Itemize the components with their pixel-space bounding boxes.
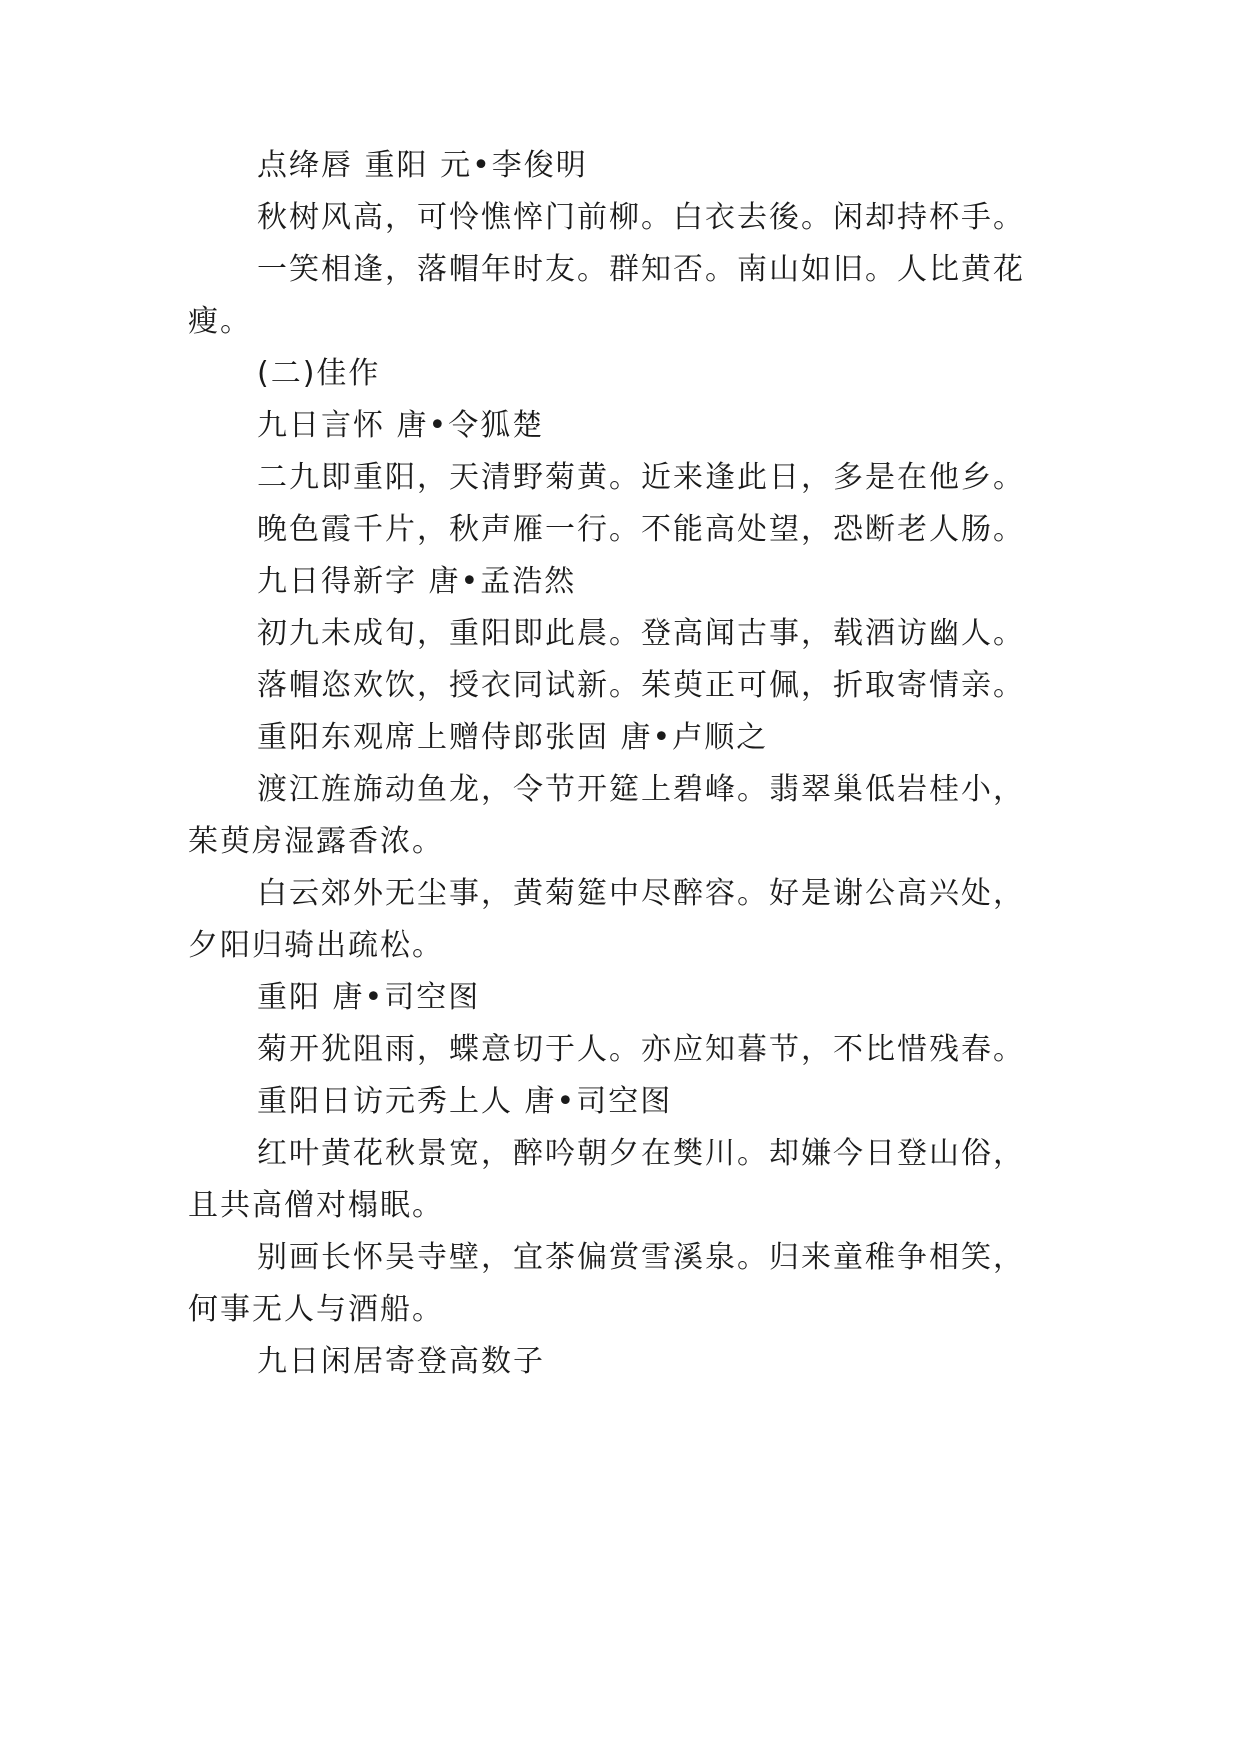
poem-line: 白云郊外无尘事，黄菊筵中尽醉容。好是谢公高兴处， <box>257 876 1025 911</box>
poem-line-continuation: 瘦。 <box>188 304 252 339</box>
poem-line: 菊开犹阻雨，蝶意切于人。亦应知暮节，不比惜残春。 <box>257 1032 1025 1067</box>
poem-title-jiuri-yanhuai: 九日言怀 唐•令狐楚 <box>257 408 545 443</box>
poem-line-continuation: 且共高僧对榻眠。 <box>188 1188 444 1223</box>
poem-line: 落帽恣欢饮，授衣同试新。茱萸正可佩，折取寄情亲。 <box>257 668 1025 703</box>
poem-line: 红叶黄花秋景宽，醉吟朝夕在樊川。却嫌今日登山俗， <box>257 1136 1025 1171</box>
poem-line: 晚色霞千片，秋声雁一行。不能高处望，恐断老人肠。 <box>257 512 1025 547</box>
poem-line-continuation: 夕阳归骑出疏松。 <box>188 928 444 963</box>
poem-title-jiuri-xianju: 九日闲居寄登高数子 <box>257 1344 545 1379</box>
section-heading: (二)佳作 <box>257 356 381 391</box>
poem-title-chongyang-dongguan: 重阳东观席上赠侍郎张固 唐•卢顺之 <box>257 720 769 755</box>
poem-line: 渡江旌旆动鱼龙，令节开筵上碧峰。翡翠巢低岩桂小， <box>257 772 1025 807</box>
poem-line-continuation: 何事无人与酒船。 <box>188 1292 444 1327</box>
poem-title-dianjiangchun: 点绛唇 重阳 元•李俊明 <box>257 148 588 183</box>
poem-title-chongyang: 重阳 唐•司空图 <box>257 980 481 1015</box>
poem-line: 二九即重阳，天清野菊黄。近来逢此日，多是在他乡。 <box>257 460 1025 495</box>
poem-line-continuation: 茱萸房湿露香浓。 <box>188 824 444 859</box>
poem-line: 秋树风高，可怜憔悴门前柳。白衣去後。闲却持杯手。 <box>257 200 1025 235</box>
poem-line: 别画长怀吴寺壁，宜茶偏赏雪溪泉。归来童稚争相笑， <box>257 1240 1025 1275</box>
poem-line: 初九未成旬，重阳即此晨。登高闻古事，载酒访幽人。 <box>257 616 1025 651</box>
poem-title-jiuri-dexinzi: 九日得新字 唐•孟浩然 <box>257 564 577 599</box>
poem-title-fang-yuanxiu: 重阳日访元秀上人 唐•司空图 <box>257 1084 673 1119</box>
poem-line: 一笑相逢，落帽年时友。群知否。南山如旧。人比黄花 <box>257 252 1025 287</box>
